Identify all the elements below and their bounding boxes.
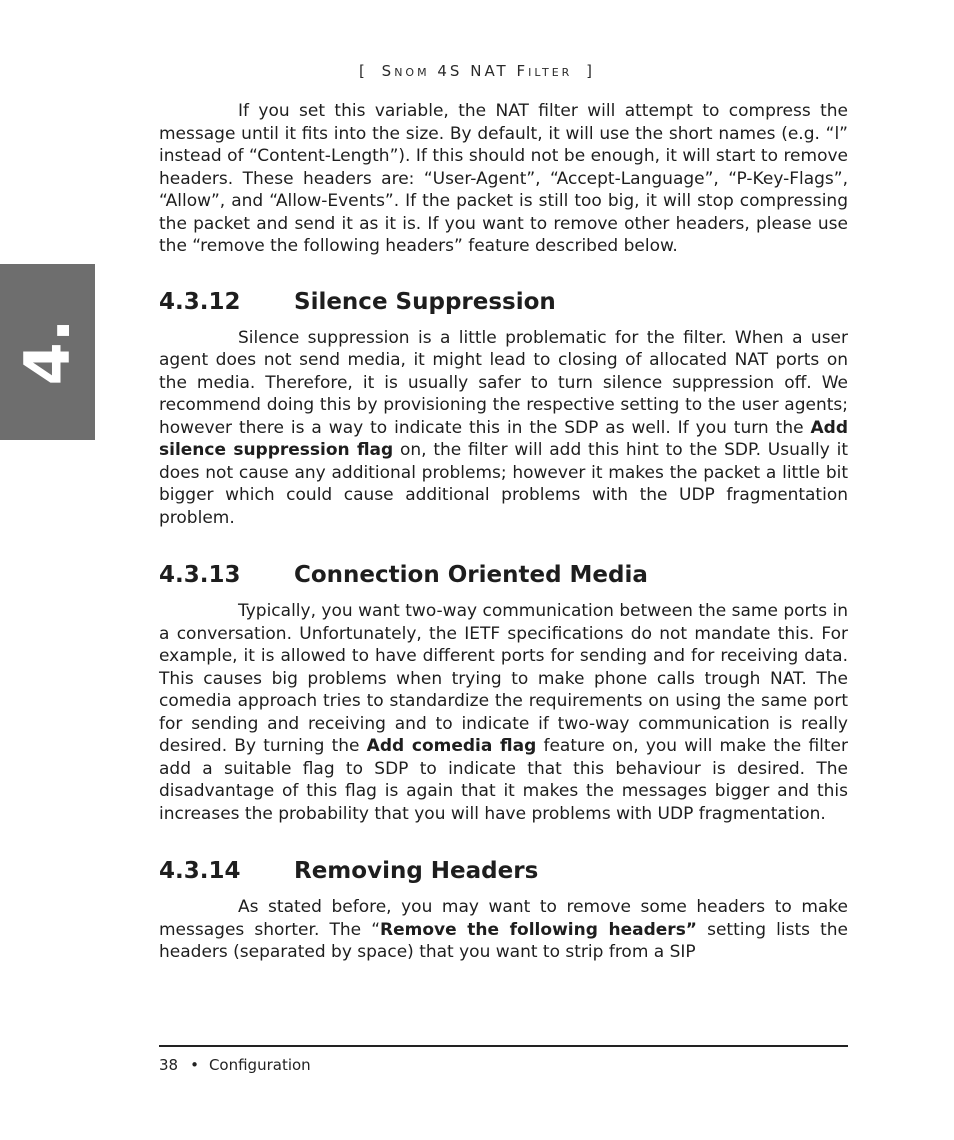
page-footer xyxy=(159,1056,311,1074)
header-word-1 xyxy=(382,62,430,80)
section-heading-4-3-13 xyxy=(159,560,848,590)
header-word-2: 4S xyxy=(437,62,463,80)
header-word-1-cap: S xyxy=(381,62,395,80)
setting-name-remove-following-headers: Remove the following headers” xyxy=(380,919,697,940)
setting-name-add-comedia-flag: Add comedia flag xyxy=(366,736,537,756)
header-word-4 xyxy=(517,62,573,80)
intro-paragraph: If you set this variable, the NAT filter will attempt to compress the message until it fits into the size. By default, it will use the short names (e.g. “l” instead of “Content-Length”). If this should not be enough, it will start to remove headers. These headers are: “User-Agent”, “Accept-Language”, “P-Key-Flags”, “Allow”, and “Allow-Events”. If the packet is still too big, it will stop compressing the packet and send it as it is. If you want to remove other headers, please use the “remove the following headers” feature described below. xyxy=(159,101,848,256)
header-word-4-cap: F xyxy=(516,62,529,80)
paragraph-text: feature on, you will make the filter add a suitable flag to SDP to indicate that this behaviour is desired. The disadvantage of this flag is again that it makes the messages bigger and this increases the probability that you will have problems with UDP fragmentation. xyxy=(159,736,849,824)
header-bracket-close: ] xyxy=(586,62,595,80)
header-bracket-open: [ xyxy=(359,62,368,80)
footer-bullet: • xyxy=(190,1056,199,1074)
running-header xyxy=(0,62,954,80)
section-heading-4-3-12 xyxy=(159,287,848,317)
paragraph-text: Typically, you want two-way communication between the same ports in a conversation. Unfortunately, the IETF specifications do not mandate this. For example, it is allowed to have different ports for sending and for receiving data. This causes big problems when trying to make phone calls trough NAT. The comedia approach tries to standardize the requirements on using the same port for sending and receiving and to indicate if two-way communication is really desired. By turning the xyxy=(159,601,848,756)
paragraph-text: As stated before, you may want to remove some headers to make messages shorter. The “ xyxy=(159,897,848,940)
paragraph-text: setting lists the headers (separated by space) that you want to strip from a SIP xyxy=(159,919,848,962)
header-word-3: NAT xyxy=(470,62,509,80)
removing-headers-paragraph xyxy=(159,896,848,964)
section-title: Silence Suppression xyxy=(294,288,556,315)
header-word-4-rest: ILTER xyxy=(528,66,573,79)
paragraph-text: Silence suppression is a little problematic for the filter. When a user agent does not send media, it might lead to closing of allocated NAT ports on the media. Therefore, it is usually safer to turn silence suppression off. We recommend doing this by provisioning the respective setting to the user agents; however there is a way to indicate this in the SDP as well. If you turn the xyxy=(159,327,848,438)
silence-suppression-paragraph xyxy=(159,327,848,530)
footer-section-name: Configuration xyxy=(208,1056,311,1074)
page-content xyxy=(159,100,848,964)
header-word-1-rest: NOM xyxy=(394,66,430,79)
setting-name-add-silence-suppression-flag: Add silence suppression flag xyxy=(159,417,848,460)
footer-divider xyxy=(159,1045,848,1047)
section-title: Connection Oriented Media xyxy=(294,562,648,588)
connection-oriented-media-paragraph xyxy=(159,600,848,825)
section-number: 4.3.12 xyxy=(159,288,241,315)
section-number: 4.3.14 xyxy=(159,858,241,884)
chapter-tab xyxy=(0,264,95,440)
page-number: 38 xyxy=(159,1056,179,1074)
paragraph-text: on, the filter will add this hint to the SDP. Usually it does not cause any additional problems; however it makes the packet a little bit bigger which could cause additional problems with the UDP fragmentation problem. xyxy=(159,440,848,528)
section-heading-4-3-14 xyxy=(159,856,848,886)
section-number: 4.3.13 xyxy=(159,562,241,588)
chapter-number: 4. xyxy=(11,318,84,386)
section-title: Removing Headers xyxy=(294,858,539,884)
